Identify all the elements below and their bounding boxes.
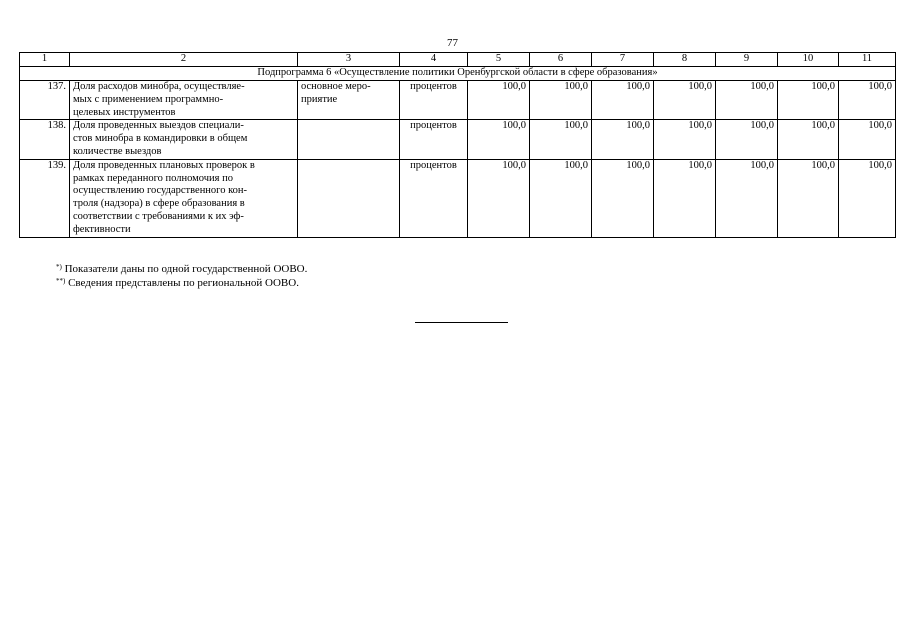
unit-cell: процентов: [400, 120, 468, 159]
column-number: 5: [468, 53, 530, 67]
indicator-type: [298, 120, 400, 159]
closing-divider: [415, 322, 508, 323]
footnote-text: Сведения представлены по региональной ООВО.: [68, 277, 299, 289]
value-cell: 100,0: [778, 120, 839, 159]
indicator-name-line: осуществлению государственного кон-: [73, 185, 248, 197]
unit-cell: процентов: [400, 159, 468, 237]
indicator-name-line: стов минобра в командировки в общем: [73, 133, 248, 145]
subprogram-row: [20, 67, 896, 81]
indicator-name-line: Доля проведенных выездов специали-: [73, 120, 244, 132]
row-number: 138.: [20, 120, 70, 159]
column-number: 10: [778, 53, 839, 67]
indicator-type: [298, 159, 400, 237]
indicators-table: [19, 52, 896, 238]
indicator-name: [70, 120, 298, 159]
row-number: 139.: [20, 159, 70, 237]
indicator-type-line: приятие: [301, 93, 338, 105]
footnote: [56, 262, 307, 276]
value-cell: 100,0: [592, 81, 654, 120]
value-cell: 100,0: [592, 159, 654, 237]
column-number: 3: [298, 53, 400, 67]
indicator-type-line: основное меро-: [301, 81, 371, 92]
footnotes: [56, 262, 307, 290]
footnote-text: Показатели даны по одной государственной ООВО.: [64, 263, 308, 275]
value-cell: 100,0: [839, 159, 896, 237]
value-cell: 100,0: [530, 81, 592, 120]
value-cell: 100,0: [839, 81, 896, 120]
value-cell: 100,0: [778, 81, 839, 120]
column-number: 9: [716, 53, 778, 67]
value-cell: 100,0: [468, 81, 530, 120]
value-cell: 100,0: [778, 159, 839, 237]
row-number: 137.: [20, 81, 70, 120]
indicator-name: [70, 159, 298, 237]
indicator-name-line: троля (надзора) в сфере образования в: [73, 198, 245, 210]
footnote-mark: *): [56, 263, 62, 271]
indicator-name-line: фективности: [73, 223, 131, 235]
value-cell: 100,0: [654, 159, 716, 237]
value-cell: 100,0: [716, 159, 778, 237]
value-cell: 100,0: [592, 120, 654, 159]
value-cell: 100,0: [716, 120, 778, 159]
value-cell: 100,0: [468, 120, 530, 159]
column-number: 2: [70, 53, 298, 67]
column-numbers-row: [20, 53, 896, 67]
footnote: [56, 276, 307, 290]
column-number: 8: [654, 53, 716, 67]
indicator-name-line: количестве выездов: [73, 145, 162, 157]
indicator-type: [298, 81, 400, 120]
value-cell: 100,0: [530, 120, 592, 159]
subprogram-title: Подпрограмма 6 «Осуществление политики Оренбургской области в сфере образования»: [20, 67, 896, 81]
footnote-mark: **): [56, 277, 66, 285]
table-row: [20, 159, 896, 237]
page-number: 77: [447, 37, 458, 49]
value-cell: 100,0: [839, 120, 896, 159]
indicator-name-line: целевых инструментов: [73, 106, 176, 118]
table-row: [20, 120, 896, 159]
column-number: 7: [592, 53, 654, 67]
indicator-name: [70, 81, 298, 120]
value-cell: 100,0: [468, 159, 530, 237]
column-number: 6: [530, 53, 592, 67]
indicator-name-line: Доля расходов минобра, осуществляе-: [73, 81, 245, 92]
indicator-name-line: Доля проведенных плановых проверок в: [73, 159, 255, 171]
indicator-name-line: мых с применением программно-: [73, 93, 224, 105]
table-row: [20, 81, 896, 120]
value-cell: 100,0: [654, 81, 716, 120]
value-cell: 100,0: [530, 159, 592, 237]
column-number: 1: [20, 53, 70, 67]
unit-cell: процентов: [400, 81, 468, 120]
value-cell: 100,0: [716, 81, 778, 120]
value-cell: 100,0: [654, 120, 716, 159]
indicator-name-line: соответствии с требованиями к их эф-: [73, 210, 244, 222]
indicator-name-line: рамках переданного полномочия по: [73, 172, 233, 184]
column-number: 11: [839, 53, 896, 67]
column-number: 4: [400, 53, 468, 67]
